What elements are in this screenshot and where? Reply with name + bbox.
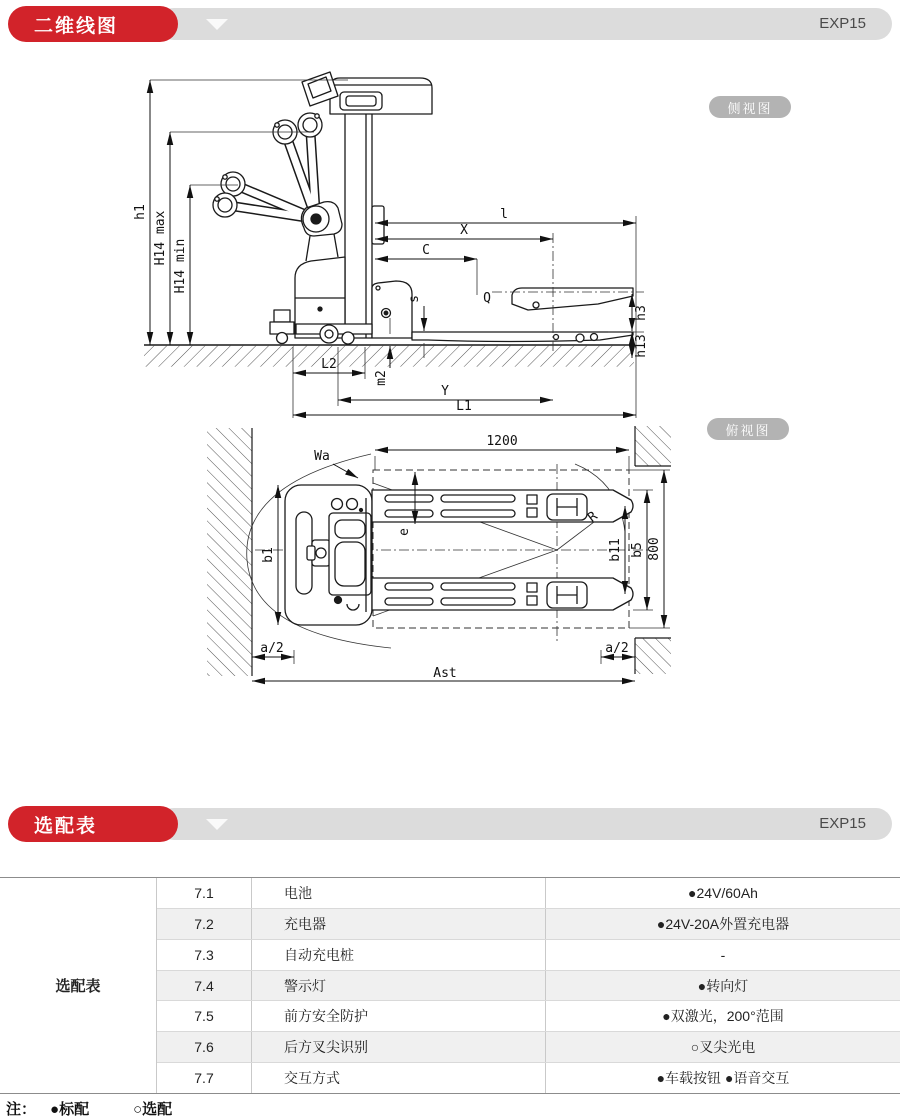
cell-item: 警示灯 (252, 971, 546, 1001)
dim-label-l2: L2 (321, 357, 337, 372)
top-view-badge (707, 418, 789, 440)
legend-footnote (6, 1098, 172, 1119)
cell-value: ●双激光，200°范围 (662, 1008, 784, 1025)
banner-bar (158, 808, 892, 840)
dim-label-x: X (460, 223, 468, 238)
section-title: 二维线图 (34, 15, 119, 37)
options-table (0, 877, 900, 1094)
tiller-arm-positions (213, 113, 322, 219)
cell-no: 7.4 (157, 971, 252, 1001)
fork-lowered (412, 332, 633, 342)
dim-label-m2: m2 (374, 370, 389, 386)
top-view-drawing (195, 420, 685, 692)
dim-label-h13: h13 (634, 334, 649, 358)
table-row (157, 970, 900, 1001)
cell-no: 7.1 (157, 878, 252, 908)
cell-item: 电池 (252, 878, 546, 908)
dim-label-y: Y (441, 384, 449, 399)
table-row (157, 939, 900, 970)
dim-label-q: Q (483, 291, 491, 306)
triangle-down-icon (206, 19, 228, 30)
triangle-down-icon (206, 819, 228, 830)
section-banner-options (8, 806, 892, 842)
section-title-pill (8, 806, 178, 842)
cell-item: 自动充电桩 (252, 940, 546, 970)
cell-value: ○叉尖光电 (690, 1039, 756, 1056)
dim-label-e: e (397, 528, 412, 536)
cell-item: 交互方式 (252, 1063, 546, 1093)
cell-no: 7.6 (157, 1032, 252, 1062)
cell-item: 后方叉尖识别 (252, 1032, 546, 1062)
dim-label-800: 800 (647, 537, 662, 561)
dim-label-h14min: H14 min (173, 238, 188, 294)
dim-label-a2-right: a/2 (605, 641, 629, 656)
pallet-truck-side (213, 72, 633, 344)
model-code: EXP15 (819, 815, 866, 832)
top-view-badge-label: 俯视图 (725, 422, 771, 438)
section-title: 选配表 (34, 815, 98, 837)
ground-hatch (144, 345, 634, 367)
footnote-prefix: 注： (6, 1101, 37, 1118)
dim-label-a2-left: a/2 (260, 641, 284, 656)
legend-standard: ●标配 (50, 1101, 90, 1118)
extension-lines (150, 80, 644, 418)
dim-label-c: C (422, 243, 430, 258)
options-table-rows (157, 878, 900, 1093)
dim-label-ast: Ast (433, 666, 457, 681)
dim-label-l: l (500, 207, 508, 222)
aisle-walls (207, 426, 671, 676)
dim-label-l1: L1 (456, 399, 472, 414)
dim-label-h3: h3 (634, 305, 649, 321)
table-row (157, 1062, 900, 1093)
cell-value: ●转向灯 (697, 977, 749, 994)
dim-label-b1: b1 (261, 547, 276, 563)
table-row (157, 1031, 900, 1062)
cell-no: 7.5 (157, 1001, 252, 1031)
cell-value: ●24V-20A外置充电器 (656, 915, 790, 932)
section-banner-drawings (8, 6, 892, 42)
dim-label-b11: b11 (608, 538, 623, 562)
dim-label-h14max: H14 max (153, 210, 168, 266)
side-view-badge (709, 96, 791, 118)
cell-no: 7.2 (157, 909, 252, 939)
cell-value: - (720, 946, 726, 963)
side-view-badge-label: 侧视图 (727, 100, 773, 116)
dim-label-r: R (585, 508, 601, 526)
legend-optional: ○选配 (133, 1101, 173, 1118)
dim-label-1200: 1200 (486, 434, 518, 449)
section-title-pill (8, 6, 178, 42)
pallet-truck-top (285, 485, 633, 625)
cell-item: 前方安全防护 (252, 1001, 546, 1031)
cell-no: 7.3 (157, 940, 252, 970)
table-row (157, 1000, 900, 1031)
fork-raised (512, 288, 633, 310)
cell-value: ●24V/60Ah (688, 884, 758, 901)
dim-label-b5: b5 (630, 542, 645, 558)
side-view-drawing (128, 66, 668, 418)
fork-top-lower (372, 578, 633, 610)
table-row (157, 878, 900, 908)
dim-label-wa: Wa (314, 449, 330, 464)
banner-bar (158, 8, 892, 40)
dim-label-s: s (407, 295, 422, 303)
dim-label-h1: h1 (133, 204, 148, 220)
mast (345, 84, 372, 338)
model-code: EXP15 (819, 15, 866, 32)
cell-value: ●车载按钮 ●语音交互 (656, 1070, 790, 1087)
table-row (157, 908, 900, 939)
cell-no: 7.7 (157, 1063, 252, 1093)
options-table-row-header: 选配表 (0, 878, 157, 1093)
cell-item: 充电器 (252, 909, 546, 939)
